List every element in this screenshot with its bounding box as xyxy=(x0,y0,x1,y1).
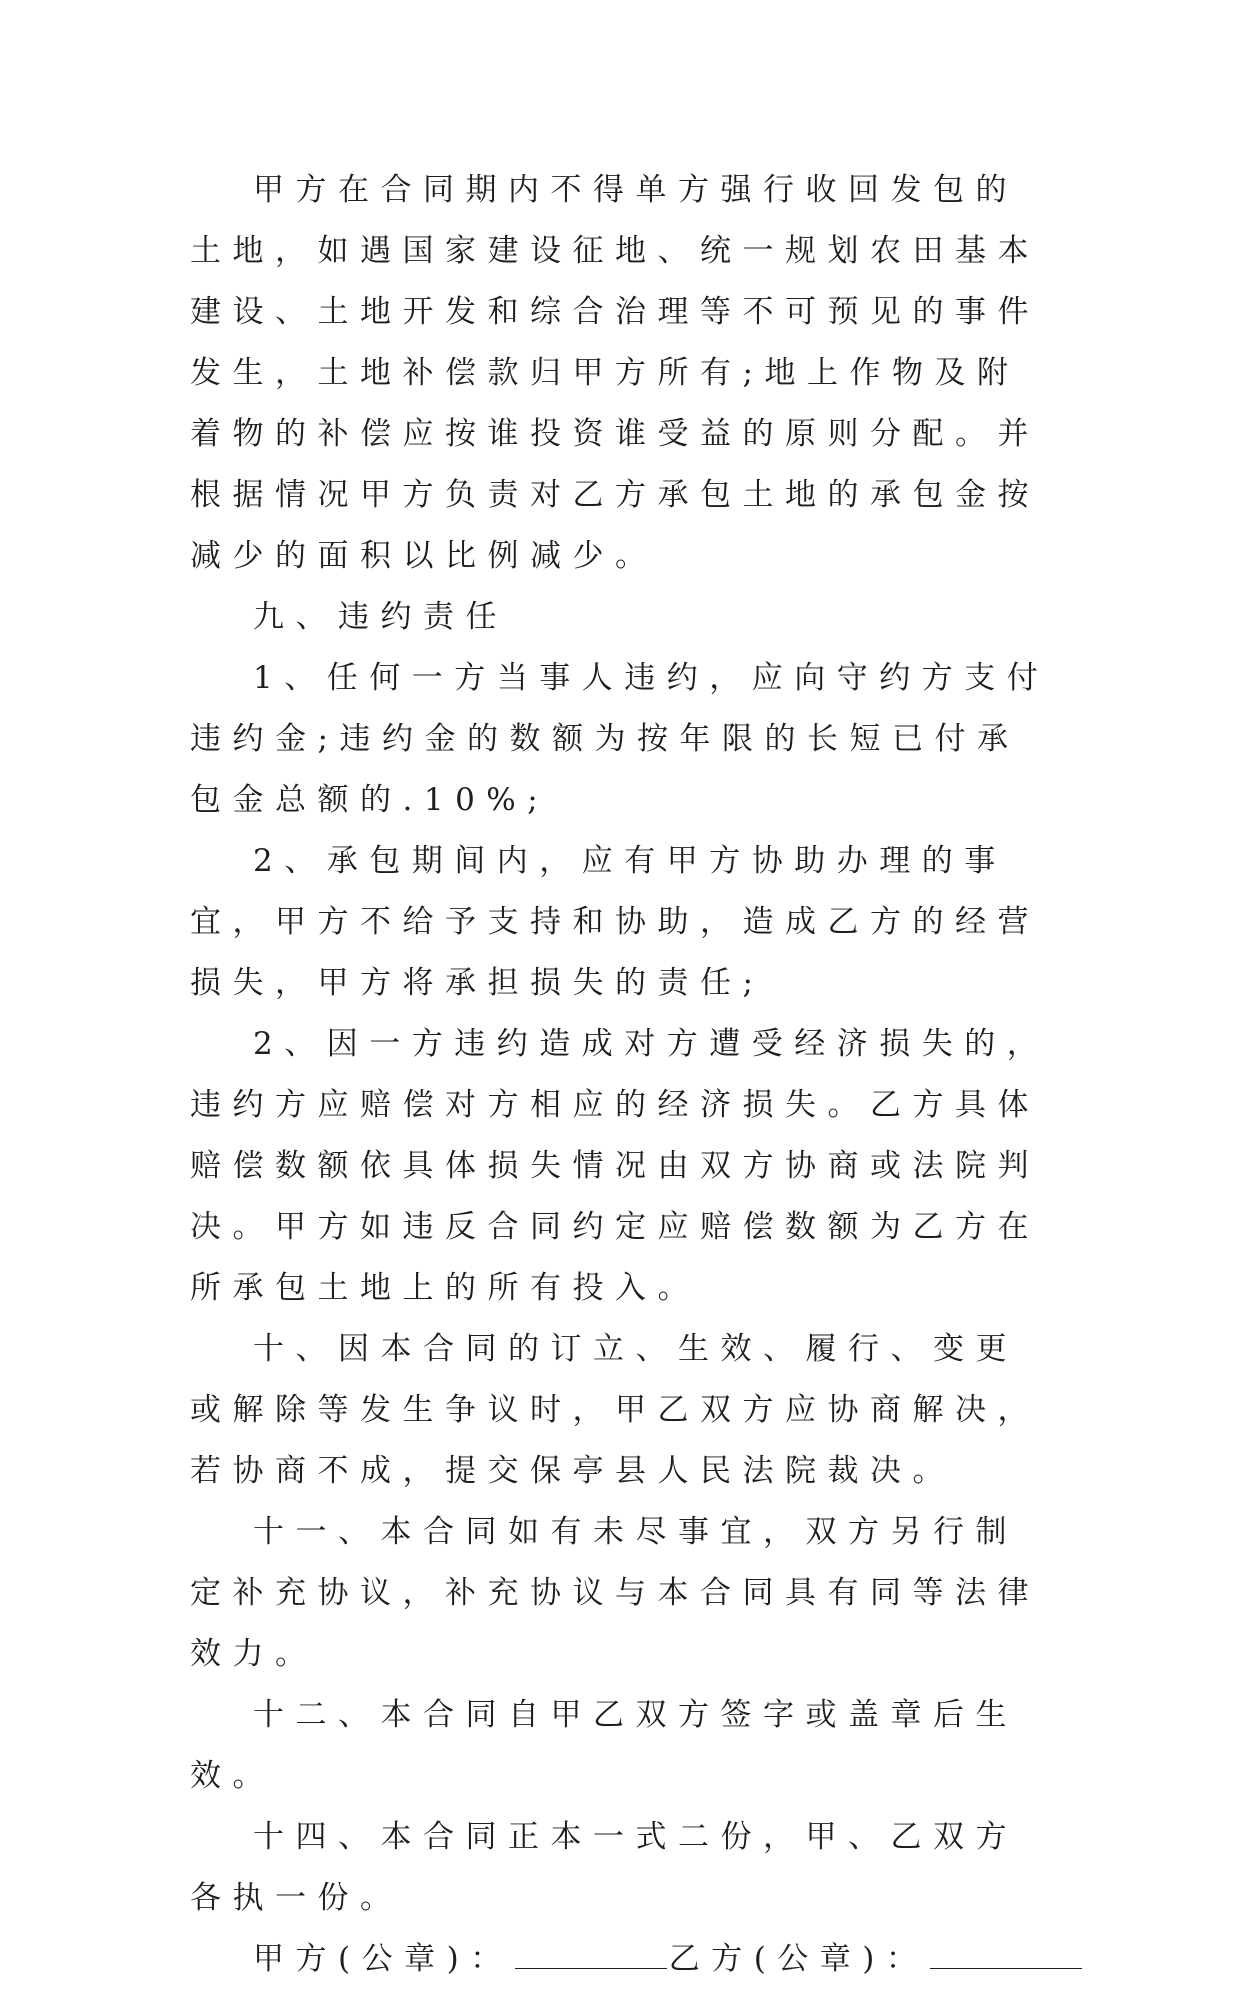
paragraph-dispute-resolution: 十、因本合同的订立、生效、履行、变更或解除等发生争议时，甲乙双方应协商解决，若协商不成，提交保亭县人民法院裁决。 xyxy=(190,1331,1040,1489)
paragraph-effective-date: 十二、本合同自甲乙双方签字或盖章后生效。 xyxy=(190,1697,1018,1794)
paragraph-copies: 十四、本合同正本一式二份，甲、乙双方各执一份。 xyxy=(190,1819,1018,1916)
paragraph-land-recovery: 甲方在合同期内不得单方强行收回发包的土地，如遇国家建设征地、统一规划农田基本建设、土地开发和综合治理等不可预见的事件发生，土地补偿款归甲方所有;地上作物及附着物的补偿应按谁投资谁受益的原则分配。并根据情况甲方负责对乙方承包土地的承包金按减少的面积以比例减少。 xyxy=(190,172,1040,574)
paragraph-breach-penalty: 1、任何一方当事人违约，应向守约方支付违约金;违约金的数额为按年限的长短已付承包金总额的.10%; xyxy=(190,660,1050,818)
signature-row xyxy=(190,1929,1050,1990)
party-b-signature-blank xyxy=(930,1930,1082,1969)
party-a-seal-label: 甲方(公章)： xyxy=(253,1941,513,1977)
party-b-seal-label: 乙方(公章)： xyxy=(668,1941,929,1977)
document-page xyxy=(190,160,1050,1990)
paragraph-assistance-duty: 2、承包期间内，应有甲方协助办理的事宜，甲方不给予支持和协助，造成乙方的经营损失，甲方将承担损失的责任; xyxy=(190,843,1040,1001)
heading-breach-liability: 九、违约责任 xyxy=(253,599,508,635)
paragraph-supplementary-agreement: 十一、本合同如有未尽事宜，双方另行制定补充协议，补充协议与本合同具有同等法律效力。 xyxy=(190,1514,1040,1672)
party-a-signature-blank xyxy=(515,1930,667,1969)
paragraph-compensation: 2、因一方违约造成对方遭受经济损失的，违约方应赔偿对方相应的经济损失。乙方具体赔偿数额依具体损失情况由双方协商或法院判决。甲方如违反合同约定应赔偿数额为乙方在所承包土地上的所有投入。 xyxy=(190,1026,1050,1306)
